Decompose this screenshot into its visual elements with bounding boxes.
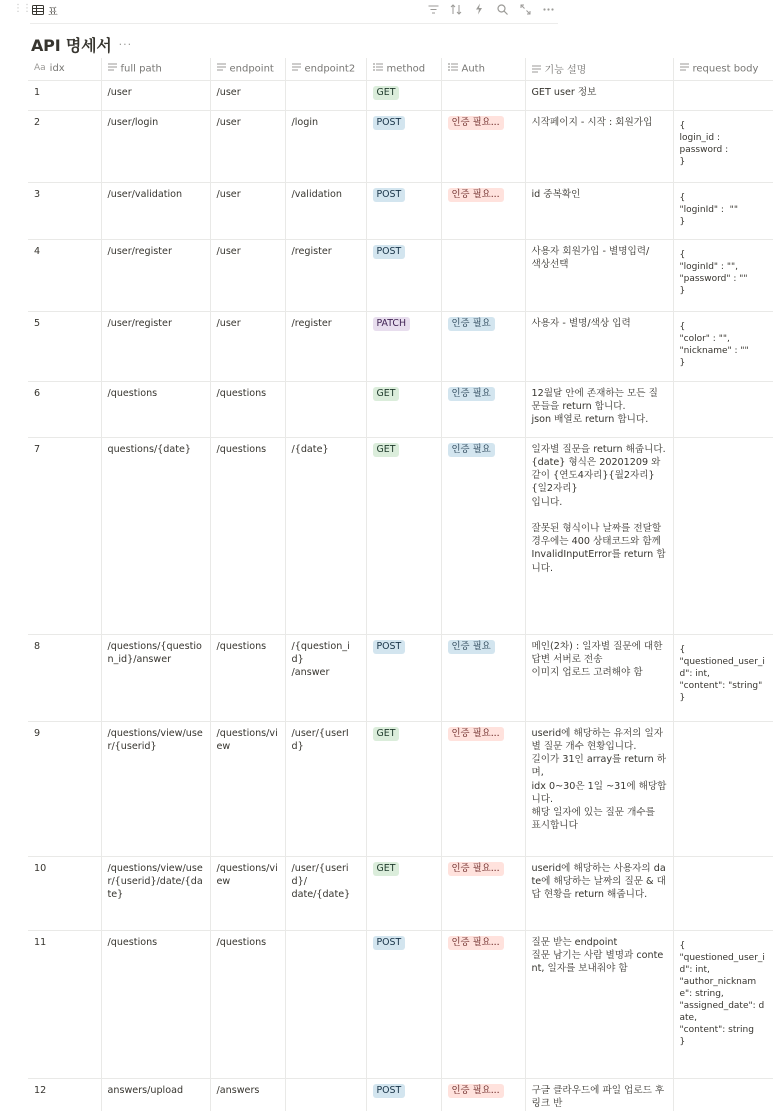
- cell-endpoint2[interactable]: [285, 381, 366, 437]
- column-header-label: Auth: [461, 63, 485, 75]
- text-icon: [532, 65, 541, 76]
- database-more-icon[interactable]: ···: [118, 38, 133, 51]
- cell-text: answers/upload: [107, 1084, 184, 1096]
- table-row[interactable]: [28, 1078, 773, 1111]
- cell-full-path[interactable]: [101, 1078, 210, 1111]
- database-title[interactable]: API 명세서: [31, 36, 112, 55]
- cell-auth[interactable]: [441, 239, 525, 311]
- cell-idx[interactable]: [28, 721, 101, 856]
- cell-text: /questions/{question_id}/answer: [107, 640, 202, 665]
- cell-text: [680, 1084, 768, 1088]
- cell-endpoint2[interactable]: [285, 721, 366, 856]
- column-header-label: 기능 설명: [544, 65, 587, 77]
- cell-text: 1: [34, 86, 41, 98]
- sort-icon[interactable]: [450, 3, 462, 15]
- cell-desc[interactable]: [525, 110, 673, 182]
- title-property-icon: Aa: [34, 63, 46, 74]
- table-icon: [32, 5, 44, 15]
- cell-desc[interactable]: [525, 437, 673, 634]
- cell-text: /questions/view/user/{userid}/date/{date}: [107, 862, 203, 901]
- cell-body[interactable]: [673, 381, 773, 437]
- filter-icon[interactable]: [427, 3, 439, 15]
- cell-method[interactable]: [366, 110, 441, 182]
- table-row[interactable]: [28, 80, 773, 110]
- column-header-body[interactable]: [673, 58, 773, 80]
- cell-text: /questions: [216, 443, 267, 455]
- cell-text: { "loginId" : "" }: [679, 192, 738, 227]
- text-icon: [292, 63, 301, 74]
- text-icon: [680, 63, 689, 74]
- method-tag: POST: [373, 188, 406, 202]
- cell-body[interactable]: [673, 930, 773, 1078]
- cell-text: [680, 862, 768, 866]
- cell-desc[interactable]: [525, 182, 673, 239]
- cell-full-path[interactable]: [101, 930, 210, 1078]
- cell-text: /user: [216, 188, 241, 200]
- cell-text: { "questioned_user_id": int, "content": "string" }: [679, 644, 765, 703]
- cell-auth[interactable]: [441, 311, 525, 381]
- cell-body[interactable]: [673, 721, 773, 856]
- cell-body[interactable]: [673, 182, 773, 239]
- column-header-label: full path: [120, 63, 162, 75]
- table-row[interactable]: [28, 239, 773, 311]
- cell-auth[interactable]: [441, 930, 525, 1078]
- automation-icon[interactable]: [473, 3, 485, 15]
- cell-text: 일자별 질문을 return 해줍니다. {date} 형식은 20201209 와 같이 {연도4자리}{월2자리}{일2자리} 입니다. 잘못된 형식이나 날짜를 전달할 경우에는 400 상태코드와 함께 InvalidInputError를 return 합니다.: [531, 443, 666, 574]
- cell-text: 구글 클라우드에 파일 업로드 후 링크 반: [531, 1084, 668, 1109]
- method-tag: POST: [373, 640, 406, 654]
- cell-endpoint2[interactable]: [285, 311, 366, 381]
- cell-full-path[interactable]: [101, 856, 210, 930]
- cell-text: /{date}: [291, 443, 329, 455]
- cell-text: 질문 받는 endpoint 질문 남기는 사람 별명과 content, 일자를 보내줘야 함: [531, 936, 664, 975]
- cell-text: 사용자 - 별명/색상 입력: [531, 317, 631, 329]
- method-tag: POST: [373, 1084, 406, 1098]
- cell-text: [680, 387, 768, 391]
- cell-text: 8: [34, 640, 41, 652]
- cell-text: 2: [34, 116, 41, 128]
- cell-desc[interactable]: [525, 311, 673, 381]
- column-header-label: idx: [49, 63, 65, 75]
- text-icon: [108, 63, 117, 74]
- auth-tag: 인증 필요: [448, 387, 495, 401]
- cell-full-path[interactable]: [101, 634, 210, 721]
- cell-idx[interactable]: [28, 381, 101, 437]
- method-tag: POST: [373, 936, 406, 950]
- column-header-label: request body: [692, 63, 759, 75]
- cell-method[interactable]: [366, 239, 441, 311]
- cell-idx[interactable]: [28, 634, 101, 721]
- cell-text: /user/register: [107, 317, 172, 329]
- cell-method[interactable]: [366, 634, 441, 721]
- cell-idx[interactable]: [28, 239, 101, 311]
- cell-text: userid에 해당하는 유저의 일자별 질문 개수 현황입니다. 길이가 31인 array를 return 하며, idx 0~30은 1일 ~31에 해당합니다. 해당 일자에 있는 질문 개수를 표시합니다: [531, 727, 667, 832]
- cell-method[interactable]: [366, 437, 441, 634]
- cell-endpoint[interactable]: [210, 239, 285, 311]
- more-icon[interactable]: [542, 3, 554, 15]
- cell-text: 7: [34, 443, 41, 455]
- cell-text: 메인(2차) : 일자별 질문에 대한 답변 서버로 전송 이미지 업로드 고려해야 함: [531, 640, 663, 679]
- auth-tag: 인증 필요: [448, 317, 495, 331]
- cell-desc[interactable]: [525, 239, 673, 311]
- cell-endpoint2[interactable]: [285, 856, 366, 930]
- cell-text: /questions/view: [216, 862, 278, 887]
- cell-body[interactable]: [673, 110, 773, 182]
- column-header-idx[interactable]: [28, 58, 101, 80]
- table-row[interactable]: [28, 634, 773, 721]
- cell-endpoint2[interactable]: [285, 239, 366, 311]
- drag-handle-icon[interactable]: ⋮⋮: [13, 3, 31, 14]
- cell-text: 12: [34, 1084, 47, 1096]
- cell-text: /questions/view/user/{userid}: [107, 727, 203, 752]
- list-icon: [448, 63, 458, 74]
- cell-text: /register: [291, 317, 332, 329]
- cell-text: /answers: [216, 1084, 260, 1096]
- cell-full-path[interactable]: [101, 239, 210, 311]
- cell-text: /questions: [216, 936, 267, 948]
- cell-idx[interactable]: [28, 437, 101, 634]
- cell-endpoint[interactable]: [210, 110, 285, 182]
- cell-auth[interactable]: [441, 1078, 525, 1111]
- auth-tag: 인증 필요...: [448, 936, 504, 950]
- cell-body[interactable]: [673, 634, 773, 721]
- cell-desc[interactable]: [525, 1078, 673, 1111]
- cell-body[interactable]: [673, 856, 773, 930]
- table-row[interactable]: [28, 381, 773, 437]
- cell-method[interactable]: [366, 182, 441, 239]
- cell-endpoint[interactable]: [210, 182, 285, 239]
- cell-auth[interactable]: [441, 80, 525, 110]
- cell-endpoint2[interactable]: [285, 634, 366, 721]
- cell-text: /user/register: [107, 245, 172, 257]
- column-header-endpoint2[interactable]: [285, 58, 366, 80]
- cell-text: /questions: [216, 387, 267, 399]
- cell-text: 10: [34, 862, 47, 874]
- method-tag: GET: [373, 387, 400, 401]
- cell-text: /user: [216, 245, 241, 257]
- method-tag: POST: [373, 245, 406, 259]
- cell-text: /user/{userId}: [291, 727, 349, 752]
- auth-tag: 인증 필요...: [448, 116, 504, 130]
- cell-body[interactable]: [673, 1078, 773, 1111]
- cell-method[interactable]: [366, 381, 441, 437]
- auth-tag: 인증 필요...: [448, 862, 504, 876]
- cell-text: /user/login: [107, 116, 159, 128]
- cell-text: /questions: [107, 387, 158, 399]
- cell-endpoint2[interactable]: [285, 110, 366, 182]
- cell-method[interactable]: [366, 80, 441, 110]
- view-tab-label: 표: [48, 6, 58, 18]
- cell-endpoint[interactable]: [210, 1078, 285, 1111]
- table-row[interactable]: [28, 182, 773, 239]
- cell-full-path[interactable]: [101, 721, 210, 856]
- cell-text: [680, 727, 768, 731]
- cell-text: /user: [216, 116, 241, 128]
- method-tag: PATCH: [373, 317, 411, 331]
- cell-auth[interactable]: [441, 856, 525, 930]
- cell-method[interactable]: [366, 311, 441, 381]
- cell-text: /{question_id} /answer: [291, 640, 350, 679]
- cell-text: /register: [291, 245, 332, 257]
- cell-body[interactable]: [673, 80, 773, 110]
- column-header-method[interactable]: [366, 58, 441, 80]
- auth-tag: 인증 필요...: [448, 1084, 504, 1098]
- cell-text: 11: [34, 936, 47, 948]
- cell-text: { "color" : "", "nickname" : "" }: [679, 321, 749, 368]
- cell-full-path[interactable]: [101, 80, 210, 110]
- cell-desc[interactable]: [525, 381, 673, 437]
- cell-endpoint2[interactable]: [285, 1078, 366, 1111]
- cell-auth[interactable]: [441, 110, 525, 182]
- cell-text: userid에 해당하는 사용자의 date에 해당하는 날짜의 질문 & 대답 현황을 return 해줍니다.: [531, 862, 666, 901]
- method-tag: GET: [373, 443, 400, 457]
- cell-endpoint[interactable]: [210, 634, 285, 721]
- column-header-endpoint[interactable]: [210, 58, 285, 80]
- cell-text: [680, 443, 768, 447]
- cell-text: /login: [291, 116, 319, 128]
- cell-full-path[interactable]: [101, 437, 210, 634]
- column-header-label: endpoint: [229, 63, 274, 75]
- cell-auth[interactable]: [441, 381, 525, 437]
- cell-text: [680, 86, 768, 90]
- cell-method[interactable]: [366, 1078, 441, 1111]
- cell-text: 3: [34, 188, 41, 200]
- cell-endpoint[interactable]: [210, 381, 285, 437]
- cell-text: 9: [34, 727, 41, 739]
- cell-endpoint2[interactable]: [285, 437, 366, 634]
- cell-text: 5: [34, 317, 41, 329]
- cell-body[interactable]: [673, 239, 773, 311]
- cell-text: /questions/view: [216, 727, 278, 752]
- cell-auth[interactable]: [441, 634, 525, 721]
- cell-text: { "loginId" : "", "password" : "" }: [679, 249, 748, 296]
- cell-full-path[interactable]: [101, 182, 210, 239]
- cell-auth[interactable]: [441, 182, 525, 239]
- method-tag: GET: [373, 727, 400, 741]
- cell-text: id 중복확인: [531, 188, 581, 200]
- auth-tag: 인증 필요...: [448, 727, 504, 741]
- table-row[interactable]: [28, 721, 773, 856]
- cell-text: 12월달 안에 존재하는 모든 질문들을 return 합니다. json 배열로 return 합니다.: [531, 387, 658, 426]
- expand-icon[interactable]: [519, 3, 531, 15]
- table-header: [28, 58, 773, 80]
- cell-desc[interactable]: [525, 80, 673, 110]
- table-row[interactable]: [28, 311, 773, 381]
- table-row[interactable]: [28, 110, 773, 182]
- cell-endpoint[interactable]: [210, 311, 285, 381]
- cell-endpoint[interactable]: [210, 437, 285, 634]
- cell-endpoint[interactable]: [210, 80, 285, 110]
- search-icon[interactable]: [496, 3, 508, 15]
- cell-body[interactable]: [673, 437, 773, 634]
- cell-text: 사용자 회원가입 - 별명입력/ 색상선택: [531, 245, 650, 270]
- table-row[interactable]: [28, 930, 773, 1078]
- toolbar-divider: [30, 23, 558, 24]
- cell-idx[interactable]: [28, 110, 101, 182]
- auth-tag: 인증 필요: [448, 640, 495, 654]
- cell-idx[interactable]: [28, 930, 101, 1078]
- cell-text: GET user 정보: [531, 86, 597, 98]
- column-header-desc[interactable]: [525, 58, 673, 80]
- cell-idx[interactable]: [28, 311, 101, 381]
- auth-tag: 인증 필요: [448, 443, 495, 457]
- cell-desc[interactable]: [525, 930, 673, 1078]
- text-icon: [217, 63, 226, 74]
- cell-text: /user/validation: [107, 188, 183, 200]
- cell-text: 4: [34, 245, 41, 257]
- cell-text: /validation: [291, 188, 342, 200]
- cell-idx[interactable]: [28, 182, 101, 239]
- cell-text: /user: [216, 86, 241, 98]
- cell-endpoint2[interactable]: [285, 80, 366, 110]
- table-row[interactable]: [28, 856, 773, 930]
- table-row[interactable]: [28, 437, 773, 634]
- cell-text: /questions: [216, 640, 267, 652]
- cell-endpoint2[interactable]: [285, 930, 366, 1078]
- cell-text: { login_id : password : }: [679, 120, 729, 167]
- auth-tag: 인증 필요...: [448, 188, 504, 202]
- list-icon: [373, 63, 383, 74]
- method-tag: POST: [373, 116, 406, 130]
- cell-text: /user: [216, 317, 241, 329]
- cell-method[interactable]: [366, 930, 441, 1078]
- cell-auth[interactable]: [441, 437, 525, 634]
- method-tag: GET: [373, 86, 400, 100]
- cell-idx[interactable]: [28, 80, 101, 110]
- method-tag: GET: [373, 862, 400, 876]
- cell-full-path[interactable]: [101, 110, 210, 182]
- cell-endpoint[interactable]: [210, 930, 285, 1078]
- cell-text: { "questioned_user_id": int, "author_nickname": string, "assigned_date": date, "content": string }: [679, 940, 765, 1047]
- cell-endpoint[interactable]: [210, 721, 285, 856]
- top-bar: [0, 0, 560, 20]
- column-header-label: endpoint2: [304, 63, 356, 75]
- cell-endpoint[interactable]: [210, 856, 285, 930]
- cell-auth[interactable]: [441, 721, 525, 856]
- cell-text: questions/{date}: [107, 443, 192, 455]
- cell-idx[interactable]: [28, 856, 101, 930]
- cell-text: /user: [107, 86, 132, 98]
- cell-desc[interactable]: [525, 856, 673, 930]
- column-header-full-path[interactable]: [101, 58, 210, 80]
- cell-full-path[interactable]: [101, 381, 210, 437]
- column-header-auth[interactable]: [441, 58, 525, 80]
- database-title-area: [31, 33, 132, 56]
- table-body: [28, 80, 773, 1111]
- cell-desc[interactable]: [525, 634, 673, 721]
- cell-text: 시작페이지 - 시작 : 회원가입: [531, 116, 653, 128]
- cell-text: /user/{userid}/ date/{date}: [291, 862, 351, 901]
- cell-text: /questions: [107, 936, 158, 948]
- cell-idx[interactable]: [28, 1078, 101, 1111]
- toolbar: [427, 2, 554, 16]
- cell-full-path[interactable]: [101, 311, 210, 381]
- cell-method[interactable]: [366, 856, 441, 930]
- api-table: [28, 58, 773, 1111]
- cell-body[interactable]: [673, 311, 773, 381]
- cell-endpoint2[interactable]: [285, 182, 366, 239]
- cell-desc[interactable]: [525, 721, 673, 856]
- column-header-label: method: [386, 63, 426, 75]
- view-tab-table[interactable]: [32, 2, 58, 18]
- cell-text: 6: [34, 387, 41, 399]
- cell-method[interactable]: [366, 721, 441, 856]
